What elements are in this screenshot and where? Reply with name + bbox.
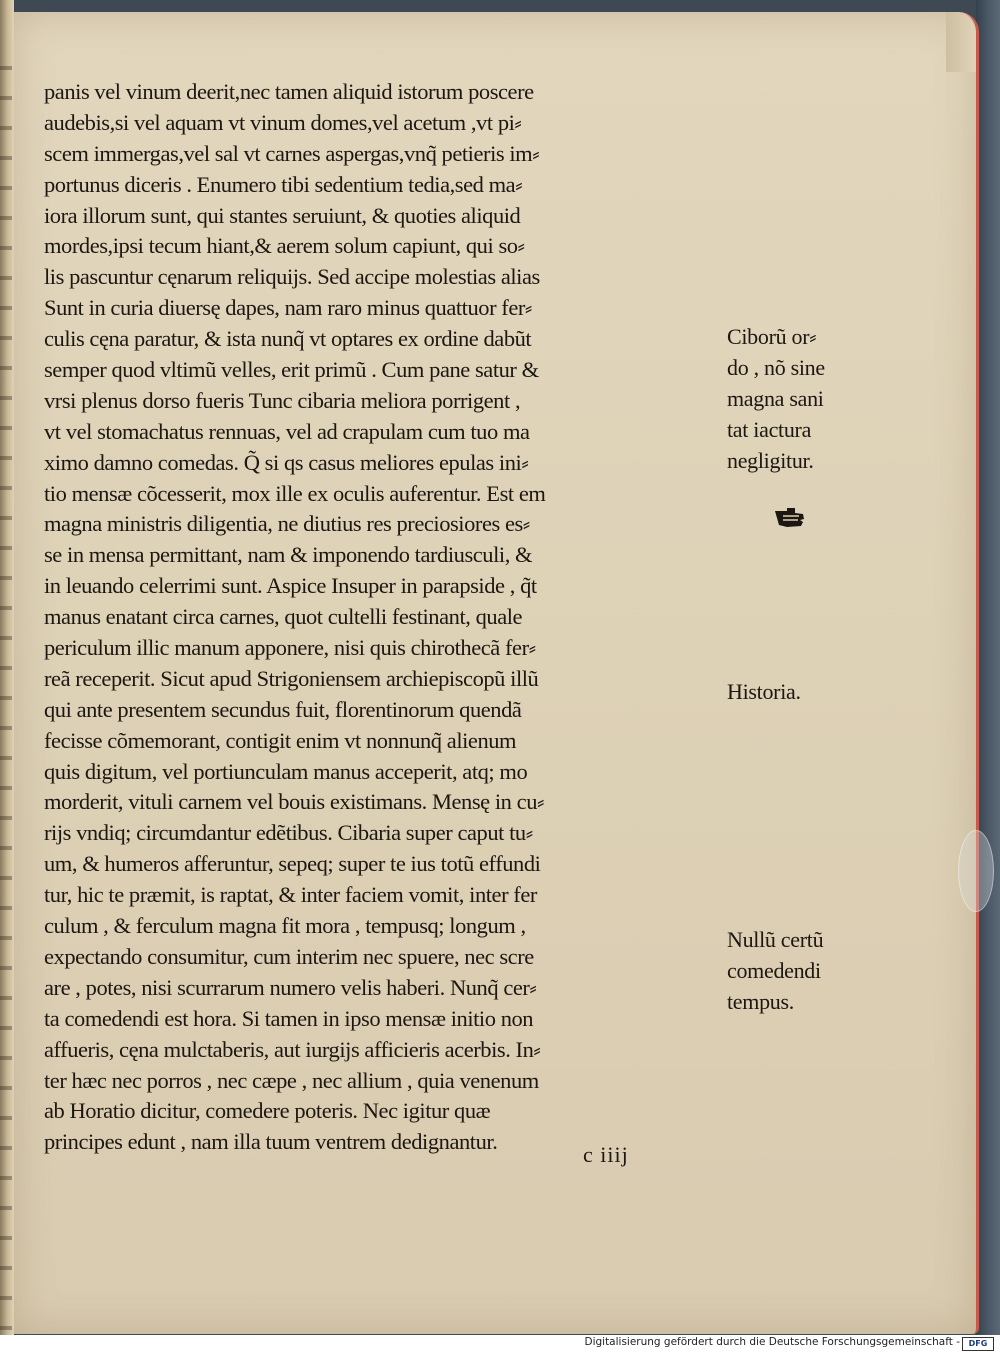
text-line: ta comedendi est hora. Si tamen in ipso mensæ initio non [44, 1005, 534, 1031]
text-line: culum , & ferculum magna fit mora , tempusq; longum , [44, 913, 526, 939]
text-line: panis vel vinum deerit,nec tamen aliquid istorum poscere [44, 79, 534, 104]
manicule-icon [773, 505, 807, 531]
text-line: qui ante presentem secundus fuit, florentinorum quendã [44, 696, 522, 722]
marginal-note-line: Nullũ certũ [727, 927, 824, 952]
text-line: principes edunt , nam illa tuum ventrem dedignantur. [44, 1129, 498, 1155]
text-line: portunus diceris . Enumero tibi sedentium tedia,sed ma⸗ [44, 171, 523, 197]
text-line: fecisse cõmemorant, contigit enim vt nonnunq̃ alienum [44, 727, 517, 753]
marginal-note-line: Historia. [727, 679, 801, 704]
text-line: quis digitum, vel portiunculam manus acceperit, atq; mo [44, 758, 528, 784]
text-line: ter hæc nec porros , nec cæpe , nec allium , quia venenum [44, 1067, 539, 1093]
text-line: mordes,ipsi tecum hiant,& aerem solum capiunt, qui so⸗ [44, 233, 525, 259]
text-line: iora illorum sunt, qui stantes seruiunt, & quoties aliquid [44, 202, 521, 228]
text-line: audebis,si vel aquam vt vinum domes,vel acetum ,vt pi⸗ [44, 109, 522, 135]
marginal-note-ciborum-ordo [727, 321, 877, 476]
marginal-note-line: tempus. [727, 989, 794, 1014]
marginal-note-line: magna sani [727, 386, 824, 411]
marginal-note-line: negligitur. [727, 448, 814, 473]
text-line: morderit, vituli carnem vel bouis existimans. Mensę in cu⸗ [44, 789, 545, 815]
text-line: tio mensæ cõcesserit, mox ille ex oculis auferentur. Est em [44, 480, 546, 506]
text-line: reã receperit. Sicut apud Strigoniensem archiepiscopũ illũ [44, 665, 539, 691]
text-line: rijs vndiq; circumdantur edẽtibus. Cibaria super caput tu⸗ [44, 820, 533, 846]
text-line: ab Horatio dicitur, comedere poteris. Nec igitur quæ [44, 1098, 491, 1124]
text-line: ximo damno comedas. Q̃ si qs casus meliores epulas ini⸗ [44, 449, 529, 475]
page-corner [946, 12, 976, 72]
text-line: se in mensa permittant, nam & imponendo tardiusculi, & [44, 542, 533, 568]
text-line: culis cęna paratur, & ista nunq̃ vt optares ex ordine dabũt [44, 326, 532, 352]
text-line: affueris, cęna mulctaberis, aut iurgijs afficieris acerbis. In⸗ [44, 1036, 541, 1062]
marginal-note-nullum-certum [727, 924, 877, 1017]
text-line: lis pascuntur cęnarum reliquijs. Sed accipe molestias alias [44, 264, 540, 290]
text-line: semper quod vltimũ velles, erit primũ . Cum pane satur & [44, 357, 539, 383]
text-line: um, & humeros afferuntur, sepeq; super te ius totũ effundi [44, 851, 541, 877]
text-line: are , potes, nisi scurrarum numero velis haberi. Nunq̃ cer⸗ [44, 974, 537, 1000]
marginal-note-line: comedendi [727, 958, 821, 983]
text-line: tur, hic te præmit, is raptat, & inter faciem vomit, inter fer [44, 882, 537, 908]
text-line: expectando consumitur, cum interim nec spuere, nec scre [44, 943, 534, 969]
text-line: magna ministris diligentia, ne diutius res preciosiores es⸗ [44, 511, 530, 537]
previous-page-text-strip [0, 40, 12, 1340]
previous-page-edge [0, 0, 14, 1335]
text-line: vt vel stomachatus rennuas, vel ad crapulam cum tuo ma [44, 418, 530, 444]
text-line: Sunt in curia diuersę dapes, nam raro minus quattuor fer⸗ [44, 295, 532, 321]
footer-credit: Digitalisierung gefördert durch die Deutsche Forschungsgemeinschaft - [584, 1336, 960, 1348]
page-clip [958, 830, 994, 912]
book-spine-background [976, 0, 1000, 1335]
marginal-note-line: do , nõ sine [727, 355, 825, 380]
main-text-block [44, 77, 724, 1158]
signature-mark: c iiij [583, 1142, 629, 1167]
text-line: in leuando celerrimi sunt. Aspice Insuper in parapside , q̃t [44, 573, 537, 599]
marginal-note-line: Ciborũ or⸗ [727, 324, 817, 349]
text-line: periculum illic manum apponere, nisi quis chirothecã fer⸗ [44, 635, 536, 661]
digitization-footer [0, 1335, 1000, 1352]
text-line: manus enatant circa carnes, quot cultelli festinant, quale [44, 604, 523, 630]
text-line: scem immergas,vel sal vt carnes aspergas,vnq̃ petieris im⸗ [44, 140, 540, 166]
marginal-note-line: tat iactura [727, 417, 812, 442]
text-line: vrsi plenus dorso fueris Tunc cibaria meliora porrigent , [44, 387, 521, 413]
dfg-logo: DFG [962, 1337, 994, 1351]
marginal-note-historia [727, 676, 877, 707]
